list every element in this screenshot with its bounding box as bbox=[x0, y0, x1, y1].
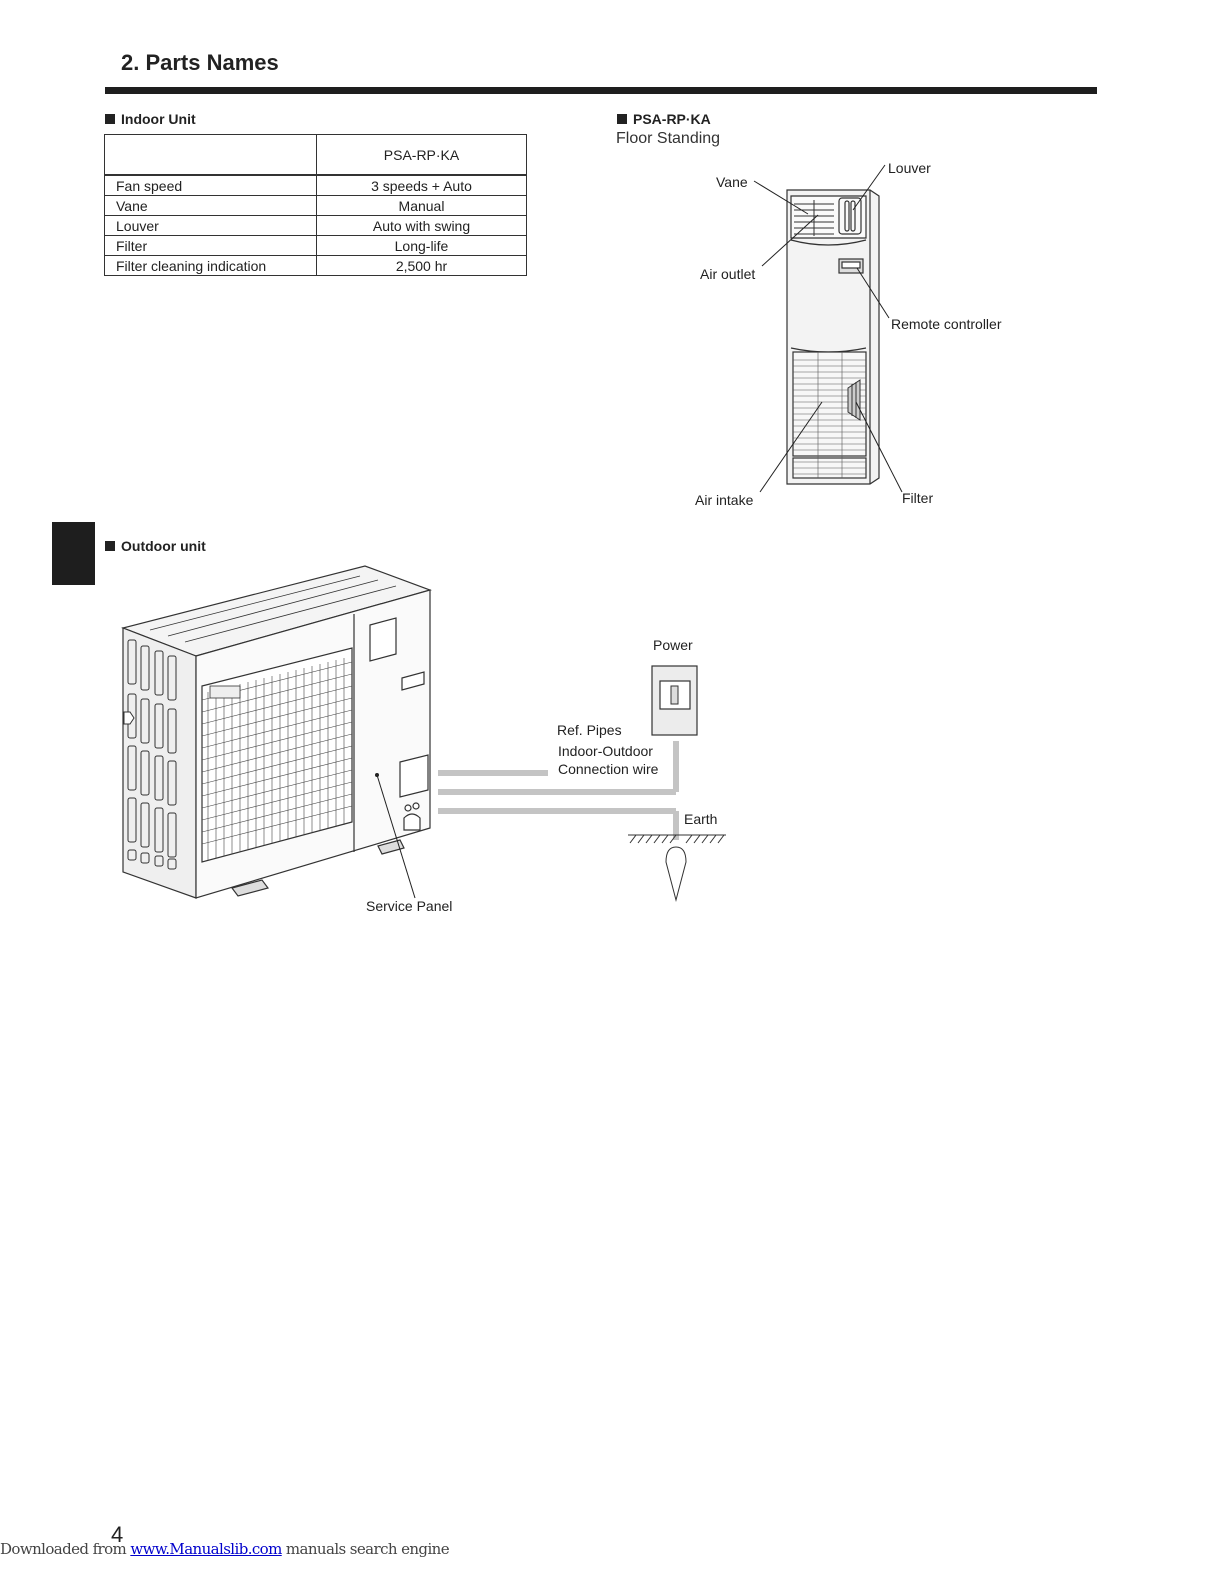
indoor-unit-heading-text: Indoor Unit bbox=[121, 111, 196, 127]
row-value: 2,500 hr bbox=[317, 256, 527, 276]
label-earth: Earth bbox=[684, 811, 718, 827]
row-value: Manual bbox=[317, 196, 527, 216]
table-header-row bbox=[105, 135, 527, 176]
bullet-square-icon bbox=[105, 114, 115, 124]
table-column-header: PSA-RP·KA bbox=[317, 135, 527, 176]
table-row bbox=[105, 256, 527, 276]
label-vane: Vane bbox=[716, 174, 748, 190]
page-title: 2. Parts Names bbox=[121, 50, 279, 75]
row-label: Louver bbox=[105, 216, 317, 236]
indoor-diagram-heading bbox=[617, 111, 711, 127]
label-power: Power bbox=[653, 637, 693, 653]
table-row bbox=[105, 236, 527, 256]
table-header-blank bbox=[105, 135, 317, 176]
row-label: Vane bbox=[105, 196, 317, 216]
row-label: Filter cleaning indication bbox=[105, 256, 317, 276]
table-row bbox=[105, 196, 527, 216]
chapter-tab bbox=[52, 522, 95, 585]
indoor-diagram-heading-text: PSA-RP·KA bbox=[633, 111, 711, 127]
bullet-square-icon bbox=[617, 114, 627, 124]
indoor-diagram-subtitle: Floor Standing bbox=[616, 130, 721, 147]
label-air-intake: Air intake bbox=[695, 492, 754, 508]
bullet-square-icon bbox=[105, 541, 115, 551]
row-label: Fan speed bbox=[105, 175, 317, 196]
footer-suffix: manuals search engine bbox=[281, 1540, 449, 1558]
outdoor-unit-heading bbox=[105, 538, 206, 554]
table-row bbox=[105, 216, 527, 236]
label-ref-pipes: Ref. Pipes bbox=[557, 722, 622, 738]
manualslib-link[interactable]: www.Manualslib.com bbox=[130, 1540, 282, 1558]
label-air-outlet: Air outlet bbox=[700, 266, 756, 282]
label-connection-wire-1: Indoor-Outdoor bbox=[558, 743, 653, 759]
row-label: Filter bbox=[105, 236, 317, 256]
indoor-spec-table bbox=[104, 134, 527, 276]
label-remote-controller: Remote controller bbox=[891, 316, 1002, 332]
download-footer bbox=[0, 1540, 449, 1558]
row-value: 3 speeds + Auto bbox=[317, 175, 527, 196]
page-number: 4 bbox=[111, 1522, 124, 1547]
indoor-unit-heading bbox=[105, 111, 196, 127]
row-value: Auto with swing bbox=[317, 216, 527, 236]
label-connection-wire-2: Connection wire bbox=[558, 761, 659, 777]
header-rule bbox=[105, 87, 1097, 94]
footer-prefix: Downloaded from bbox=[0, 1540, 131, 1558]
table-row bbox=[105, 175, 527, 196]
label-service-panel: Service Panel bbox=[366, 898, 453, 914]
label-louver: Louver bbox=[888, 160, 931, 176]
label-filter: Filter bbox=[902, 490, 934, 506]
row-value: Long-life bbox=[317, 236, 527, 256]
outdoor-unit-heading-text: Outdoor unit bbox=[121, 538, 206, 554]
